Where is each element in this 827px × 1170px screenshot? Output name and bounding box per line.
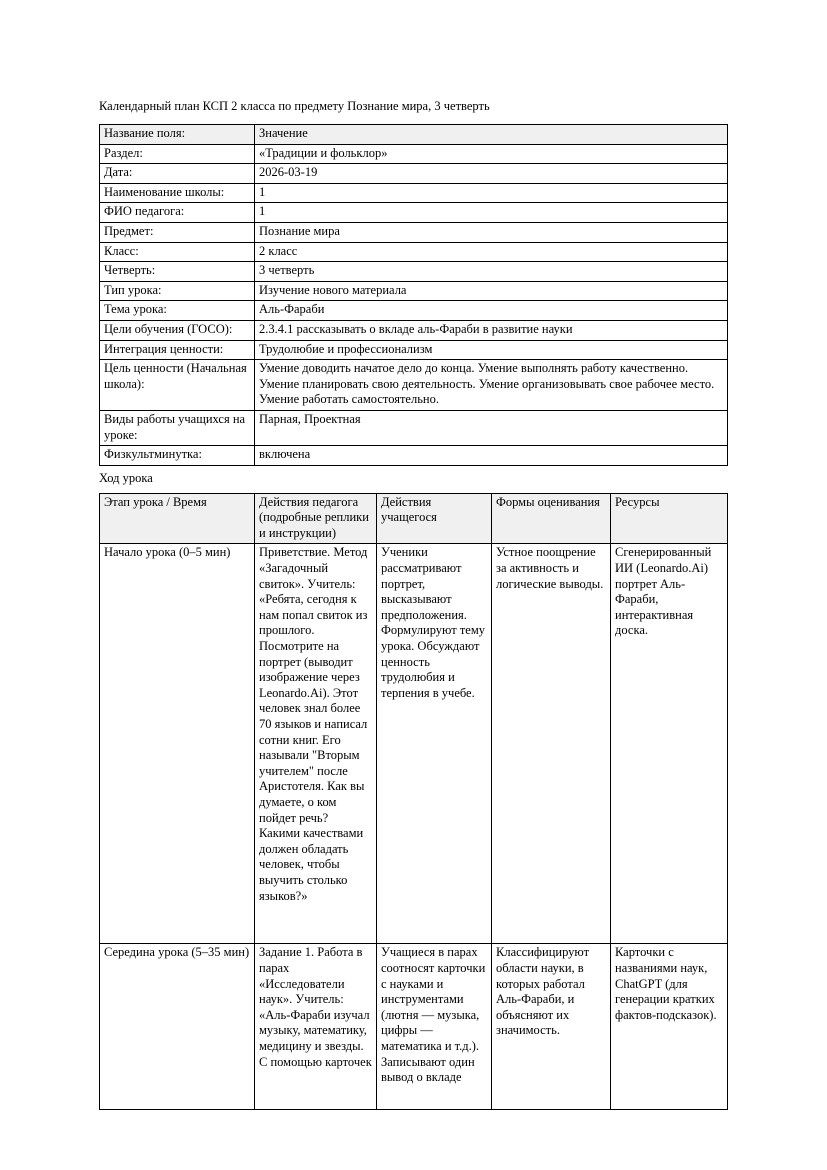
field-value: 2.3.4.1 рассказывать о вкладе аль-Фараби в развитие науки xyxy=(255,320,728,340)
table-row xyxy=(100,340,728,360)
lesson-metadata-table xyxy=(99,124,728,466)
field-label: Физкультминутка: xyxy=(100,446,255,466)
field-label: Тип урока: xyxy=(100,281,255,301)
table-header-row xyxy=(100,125,728,145)
table-row xyxy=(100,144,728,164)
lesson-flow-heading: Ход урока xyxy=(99,470,153,485)
field-label: ФИО педагога: xyxy=(100,203,255,223)
table-row xyxy=(100,320,728,340)
table-row xyxy=(100,944,728,1110)
field-value: включена xyxy=(255,446,728,466)
table-row xyxy=(100,242,728,262)
cell-resources: Сгенерированный ИИ (Leonardo.Ai) портрет Аль-Фараби, интерактивная доска. xyxy=(611,544,728,944)
table-row xyxy=(100,446,728,466)
cell-stage: Середина урока (5–35 мин) xyxy=(100,944,255,1110)
cell-student-actions: Учащиеся в парах соотносят карточки с науками и инструментами (лютня — музыка, цифры — математика и т.д.). Записывают один вывод о вкладе xyxy=(377,944,492,1110)
field-label: Цель ценности (Начальная школа): xyxy=(100,360,255,411)
field-label: Виды работы учащихся на уроке: xyxy=(100,410,255,445)
cell-stage: Начало урока (0–5 мин) xyxy=(100,544,255,944)
column-header-stage: Этап урока / Время xyxy=(100,493,255,544)
field-label: Тема урока: xyxy=(100,301,255,321)
field-value: Аль-Фараби xyxy=(255,301,728,321)
field-value: 1 xyxy=(255,203,728,223)
cell-assessment: Классифицируют области науки, в которых работал Аль-Фараби, и объясняют их значимость. xyxy=(492,944,611,1110)
field-label: Дата: xyxy=(100,164,255,184)
field-label: Цели обучения (ГОСО): xyxy=(100,320,255,340)
field-value: Изучение нового материала xyxy=(255,281,728,301)
page-title: Календарный план КСП 2 класса по предмету Познание мира, 3 четверть xyxy=(99,99,490,113)
table-row xyxy=(100,410,728,445)
field-label: Четверть: xyxy=(100,262,255,282)
document-content xyxy=(99,98,727,1110)
column-header-value: Значение xyxy=(255,125,728,145)
table-row xyxy=(100,262,728,282)
field-label: Наименование школы: xyxy=(100,183,255,203)
field-value: Познание мира xyxy=(255,222,728,242)
field-value: Трудолюбие и профессионализм xyxy=(255,340,728,360)
lesson-flow-table xyxy=(99,493,728,1111)
field-value: 2 класс xyxy=(255,242,728,262)
column-header-assessment: Формы оценивания xyxy=(492,493,611,544)
column-header-resources: Ресурсы xyxy=(611,493,728,544)
table-header-row xyxy=(100,493,728,544)
table-row xyxy=(100,301,728,321)
table-row xyxy=(100,281,728,301)
table-row xyxy=(100,360,728,411)
field-label: Класс: xyxy=(100,242,255,262)
field-label: Интеграция ценности: xyxy=(100,340,255,360)
field-value: 3 четверть xyxy=(255,262,728,282)
cell-teacher-actions: Задание 1. Работа в парах «Исследователи наук». Учитель: «Аль-Фараби изучал музыку, математику, медицину и звезды. С помощью карточек xyxy=(255,944,377,1110)
column-header-field: Название поля: xyxy=(100,125,255,145)
field-value: 1 xyxy=(255,183,728,203)
field-value: Умение доводить начатое дело до конца. Умение выполнять работу качественно. Умение планировать свою деятельность. Умение организовывать свое рабочее место. Умение работать самостоятельно. xyxy=(255,360,728,411)
cell-assessment: Устное поощрение за активность и логические выводы. xyxy=(492,544,611,944)
field-label: Предмет: xyxy=(100,222,255,242)
field-value: 2026-03-19 xyxy=(255,164,728,184)
table-row xyxy=(100,203,728,223)
cell-resources: Карточки с названиями наук, ChatGPT (для генерации кратких фактов-подсказок). xyxy=(611,944,728,1110)
table-row xyxy=(100,544,728,944)
column-header-teacher-actions: Действия педагога (подробные реплики и инструкции) xyxy=(255,493,377,544)
table-row xyxy=(100,183,728,203)
cell-teacher-actions: Приветствие. Метод «Загадочный свиток». Учитель: «Ребята, сегодня к нам попал свиток из прошлого. Посмотрите на портрет (выводит изображение через Leonardo.Ai). Этот человек знал более 70 языков и написал сотни книг. Его называли "Вторым учителем" после Аристотеля. Как вы думаете, о ком пойдет речь? Какими качествами должен обладать человек, чтобы выучить столько языков?» xyxy=(255,544,377,944)
table-row xyxy=(100,164,728,184)
cell-student-actions: Ученики рассматривают портрет, высказывают предположения. Формулируют тему урока. Обсуждают ценность трудолюбия и терпения в учебе. xyxy=(377,544,492,944)
column-header-student-actions: Действия учащегося xyxy=(377,493,492,544)
field-label: Раздел: xyxy=(100,144,255,164)
field-value: Парная, Проектная xyxy=(255,410,728,445)
field-value: «Традиции и фольклор» xyxy=(255,144,728,164)
table-row xyxy=(100,222,728,242)
